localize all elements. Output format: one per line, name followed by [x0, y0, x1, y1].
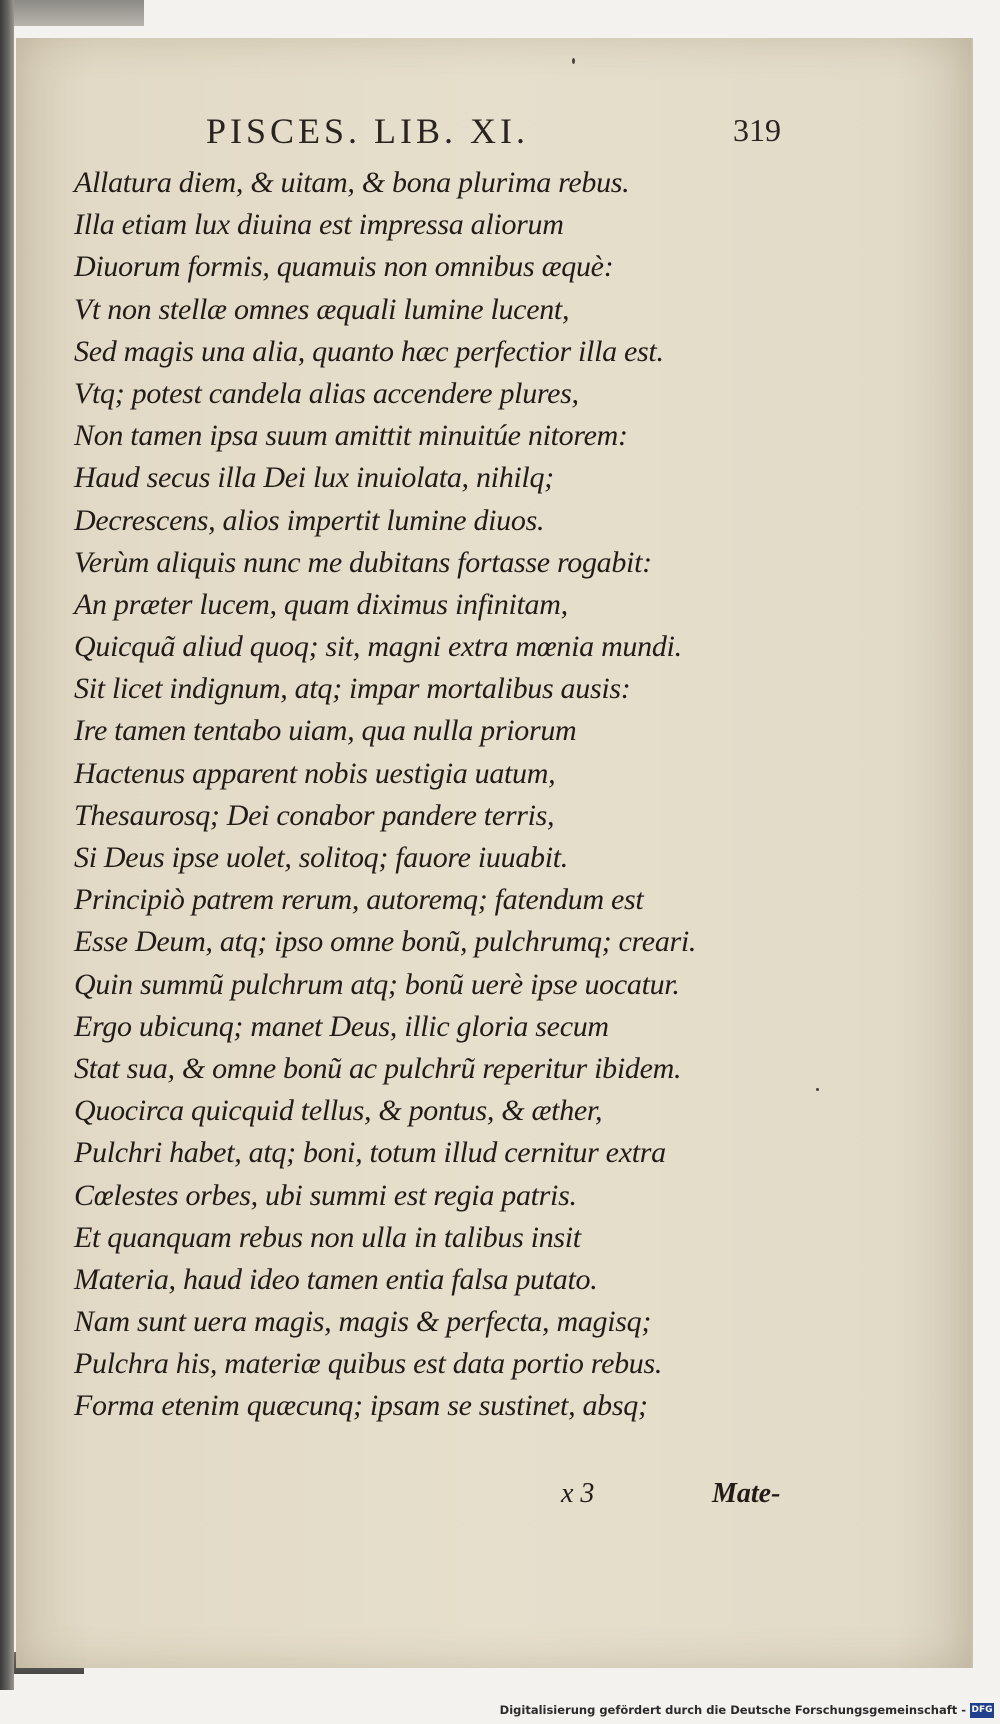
verse-line: Vtq; potest candela alias accendere plures,	[74, 376, 579, 410]
verse-line: Ire tamen tentabo uiam, qua nulla priorum	[74, 714, 577, 748]
verse-line: Ergo ubicunq; manet Deus, illic gloria secum	[74, 1009, 609, 1043]
verse-line: Et quanquam rebus non ulla in talibus insit	[74, 1220, 581, 1254]
verse-line: An præter lucem, quam diximus infinitam,	[74, 587, 568, 621]
verse-line: Stat sua, & omne bonũ ac pulchrũ reperitur ibidem.	[74, 1051, 682, 1085]
book-page	[16, 38, 973, 1668]
verse-line: Nam sunt uera magis, magis & perfecta, magisq;	[74, 1305, 652, 1339]
verse-line: Diuorum formis, quamuis non omnibus æquè:	[74, 250, 614, 284]
verse-line: Haud secus illa Dei lux inuiolata, nihilq;	[74, 461, 554, 495]
signature-mark: x 3	[561, 1478, 595, 1509]
running-head-title: PISCES. LIB. XI.	[206, 111, 530, 151]
verse-line: Quin summũ pulchrum atq; bonũ uerè ipse uocatur.	[74, 967, 680, 1001]
book-binding-edge	[0, 0, 14, 1690]
verse-line: Verùm aliquis nunc me dubitans fortasse rogabit:	[74, 545, 652, 579]
verse-line: Esse Deum, atq; ipso omne bonũ, pulchrumq; creari.	[74, 925, 697, 959]
verse-line: Quicquã aliud quoq; sit, magni extra mœnia mundi.	[74, 630, 682, 664]
dfg-logo-icon: DFG	[970, 1703, 994, 1718]
verse-line: Materia, haud ideo tamen entia falsa putato.	[74, 1262, 598, 1296]
verse-line: Forma etenim quæcunq; ipsam se sustinet, absq;	[74, 1389, 648, 1423]
digitization-credit-text: Digitalisierung gefördert durch die Deutsche Forschungsgemeinschaft -	[499, 1703, 966, 1717]
verse-line: Principiò patrem rerum, autoremq; fatendum est	[74, 883, 644, 917]
verse-line: Vt non stellæ omnes æquali lumine lucent,	[74, 292, 570, 326]
ink-speck	[816, 1088, 819, 1091]
verse-line: Cœlestes orbes, ubi summi est regia patris.	[74, 1178, 577, 1212]
verse-line: Sit licet indignum, atq; impar mortalibus ausis:	[74, 672, 631, 706]
ink-speck	[572, 58, 575, 64]
binding-corner-shadow	[14, 0, 144, 26]
page-number: 319	[733, 112, 781, 148]
verse-line: Hactenus apparent nobis uestigia uatum,	[74, 756, 556, 790]
verse-line: Pulchra his, materiæ quibus est data portio rebus.	[74, 1347, 663, 1381]
verse-line: Allatura diem, & uitam, & bona plurima rebus.	[74, 166, 630, 199]
verse-line: Sed magis una alia, quanto hæc perfectior illa est.	[74, 334, 664, 368]
catchword: Mate-	[712, 1478, 781, 1509]
page-footer	[16, 1478, 971, 1522]
verse-line: Illa etiam lux diuina est impressa aliorum	[74, 208, 564, 242]
verse-line: Pulchri habet, atq; boni, totum illud cernitur extra	[74, 1136, 666, 1170]
running-head	[16, 110, 971, 160]
verse-line: Thesaurosq; Dei conabor pandere terris,	[74, 798, 555, 832]
verse-line: Si Deus ipse uolet, solitoq; fauore iuuabit.	[74, 841, 568, 874]
verse-text-block	[74, 162, 904, 1428]
verse-line: Quocirca quicquid tellus, & pontus, & æther,	[74, 1094, 603, 1128]
digitization-credit-bar	[0, 1700, 1000, 1724]
verse-line: Non tamen ipsa suum amittit minuitúe nitorem:	[74, 419, 628, 453]
verse-line: Decrescens, alios impertit lumine diuos.	[74, 503, 545, 537]
